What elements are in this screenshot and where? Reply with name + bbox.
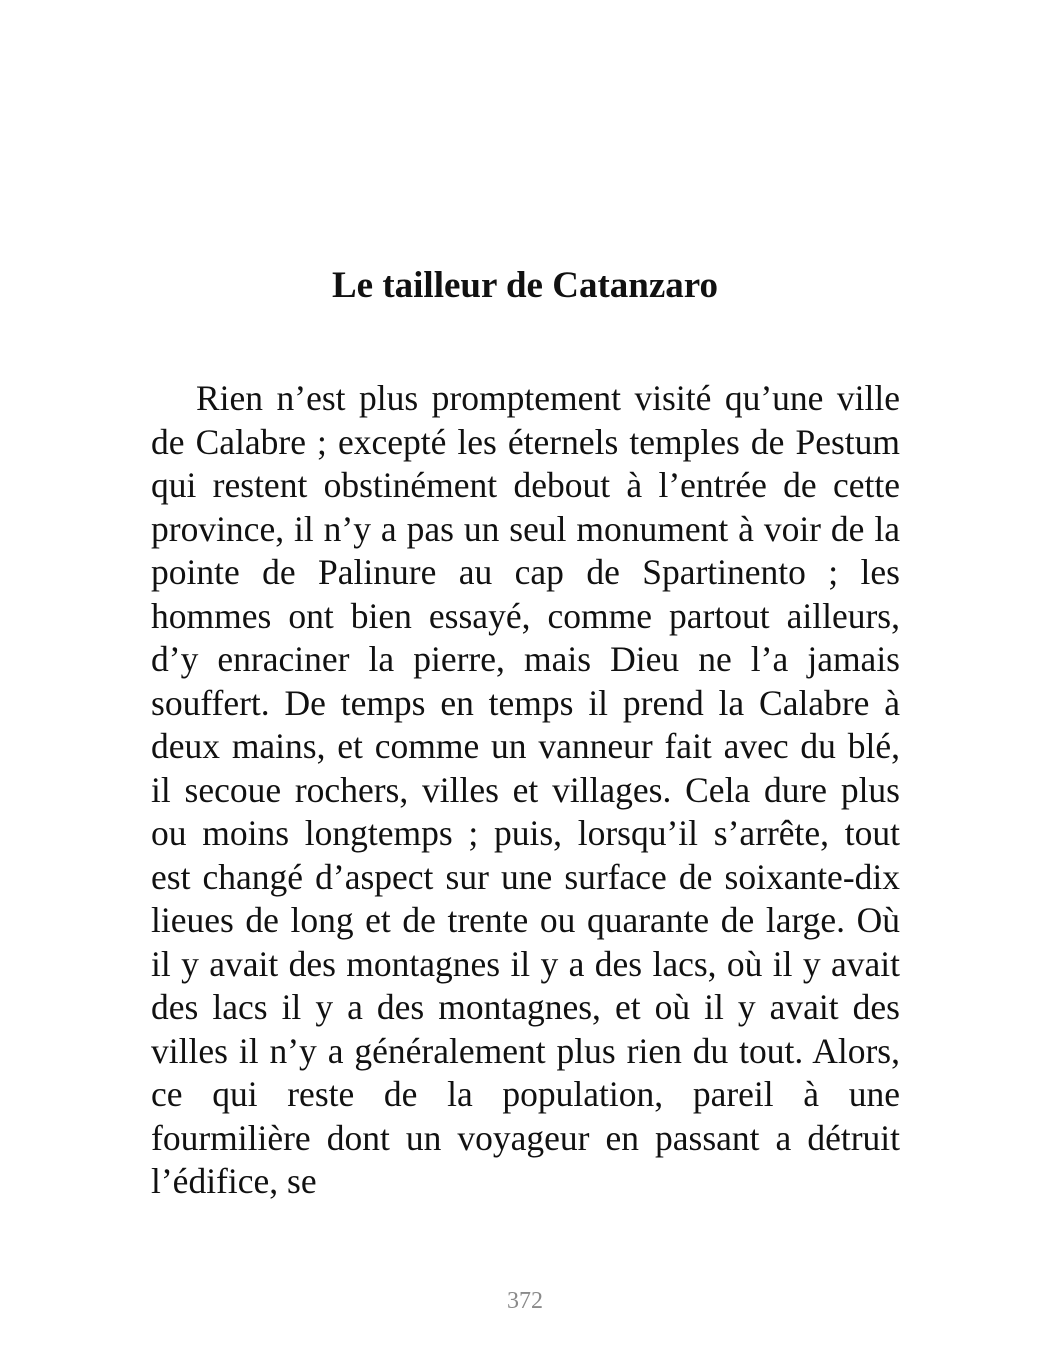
chapter-title: Le tailleur de Catanzaro <box>331 265 719 306</box>
page-number: 372 <box>507 1288 543 1314</box>
body-paragraph: Rien n’est plus promptement visité qu’une ville de Calabre ; excepté les éternels temples de Pestum qui restent obstinément debout à l’entrée de cette province, il n’y a pas un seul monument à voir de la pointe de Palinure au cap de Spartinento ; les hommes ont bien essayé, comme partout ailleurs, d’y enraciner la pierre, mais Dieu ne l’a jamais souffert. De temps en temps il prend la Calabre à deux mains, et comme un vanneur fait avec du blé, il secoue rochers, villes et villages. Cela dure plus ou moins longtemps ; puis, lorsqu’il s’arrête, tout est changé d’aspect sur une surface de soixante-dix lieues de long et de trente ou quarante de large. Où il y avait des montagnes il y a des lacs, où il y avait des lacs il y a des montagnes, et où il y avait des villes il n’y a généralement plus rien du tout. Alors, ce qui reste de la population, pareil à une fourmilière dont un voyageur en passant a détruit l’édifice, se <box>151 378 900 1201</box>
